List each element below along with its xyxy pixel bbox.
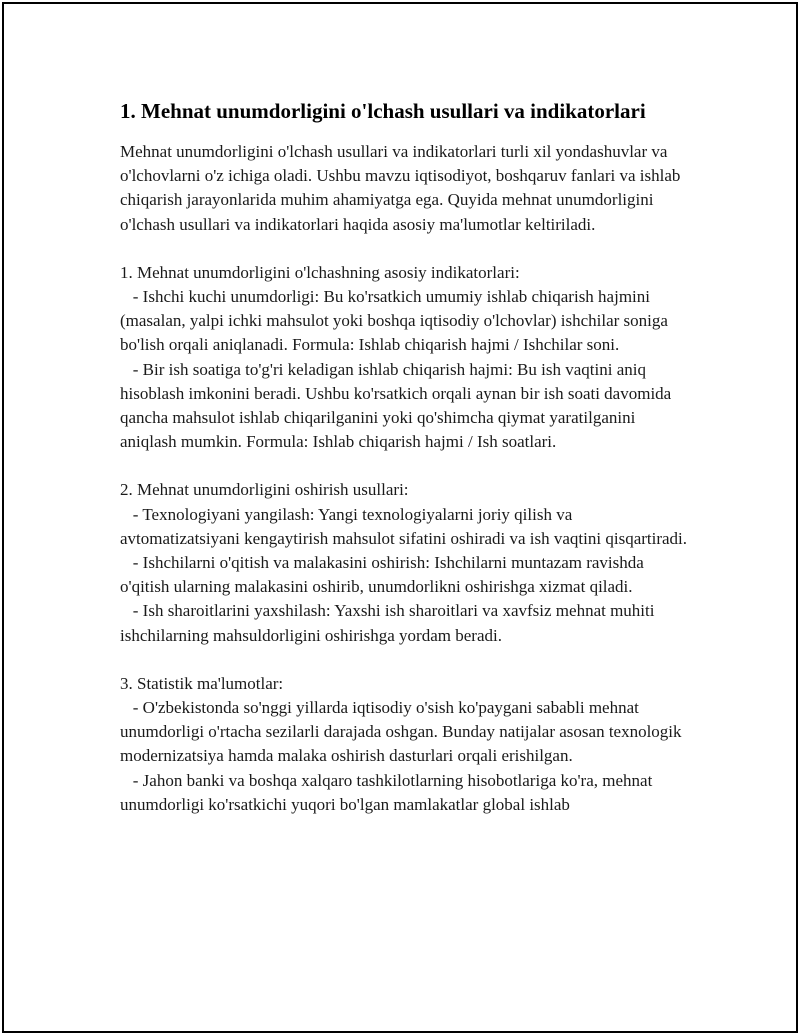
- section-3-bullet-2: - Jahon banki va boshqa xalqaro tashkilotlarning hisobotlariga ko'ra, mehnat unumdorligi ko'rsatkichi yuqori bo'lgan mamlakatlar global ishlab: [120, 770, 657, 814]
- section-2-bullet-3: - Ish sharoitlarini yaxshilash: Yaxshi ish sharoitlari va xavfsiz mehnat muhiti ishchilarning mahsuldorligini oshirishga yordam beradi.: [120, 601, 659, 645]
- section-1-bullet-2: - Bir ish soatiga to'g'ri keladigan ishlab chiqarish hajmi: Bu ish vaqtini aniq hisoblash imkonini beradi. Ushbu ko'rsatkich orqali aynan bir ish soati davomida qancha mahsulot ishlab chiqarilganini yoki qo'shimcha qiymat yaratilganini aniqlash mumkin. Formula: Ishlab chiqarish hajmi / Ish soatlari.: [120, 359, 676, 452]
- paragraph-gap: [120, 237, 690, 261]
- section-heading: 1. Mehnat unumdorligini o'lchash usullari va indikatorlari: [120, 99, 646, 123]
- document-page: [2, 2, 798, 1033]
- document-content: [120, 96, 690, 817]
- section-2-bullet-1: - Texnologiyani yangilash: Yangi texnologiyalarni joriy qilish va avtomatizatsiyani kengaytirish mahsulot sifatini oshiradi va ish vaqtini qisqartiradi.: [120, 504, 688, 548]
- section-2-title: 2. Mehnat unumdorligini oshirish usullari:: [120, 480, 409, 500]
- section-3-title: 3. Statistik ma'lumotlar:: [120, 673, 284, 693]
- intro-paragraph: Mehnat unumdorligini o'lchash usullari va indikatorlari turli xil yondashuvlar va o'lchovlarni o'z ichiga oladi. Ushbu mavzu iqtisodiyot, boshqaruv fanlari va ishlab chiqarish jarayonlarida muhim ahamiyatga ega. Quyida mehnat unumdorligini o'lchash usullari va indikatorlari haqida asosiy ma'lumotlar keltiriladi.: [120, 142, 685, 234]
- section-2-bullet-2: - Ishchilarni o'qitish va malakasini oshirish: Ishchilarni muntazam ravishda o'qitish ularning malakasini oshirib, unumdorlikni oshirishga xizmat qiladi.: [120, 553, 649, 597]
- paragraph-gap: [120, 648, 690, 672]
- section-1-bullet-1: - Ishchi kuchi unumdorligi: Bu ko'rsatkich umumiy ishlab chiqarish hajmini (masalan, yalpi ichki mahsulot yoki boshqa iqtisodiy o'lchovlar) ishchilar soniga bo'lish orqali aniqlanadi. Formula: Ishlab chiqarish hajmi / Ishchilar soni.: [120, 287, 673, 355]
- paragraph-gap: [120, 454, 690, 478]
- section-1-title: 1. Mehnat unumdorligini o'lchashning asosiy indikatorlari:: [120, 262, 520, 282]
- section-3-bullet-1: - O'zbekistonda so'nggi yillarda iqtisodiy o'sish ko'paygani sababli mehnat unumdorligi o'rtacha sezilarli darajada oshgan. Bunday natijalar asosan texnologik modernizatsiya hamda malaka oshirish dasturlari orqali erishilgan.: [120, 698, 686, 766]
